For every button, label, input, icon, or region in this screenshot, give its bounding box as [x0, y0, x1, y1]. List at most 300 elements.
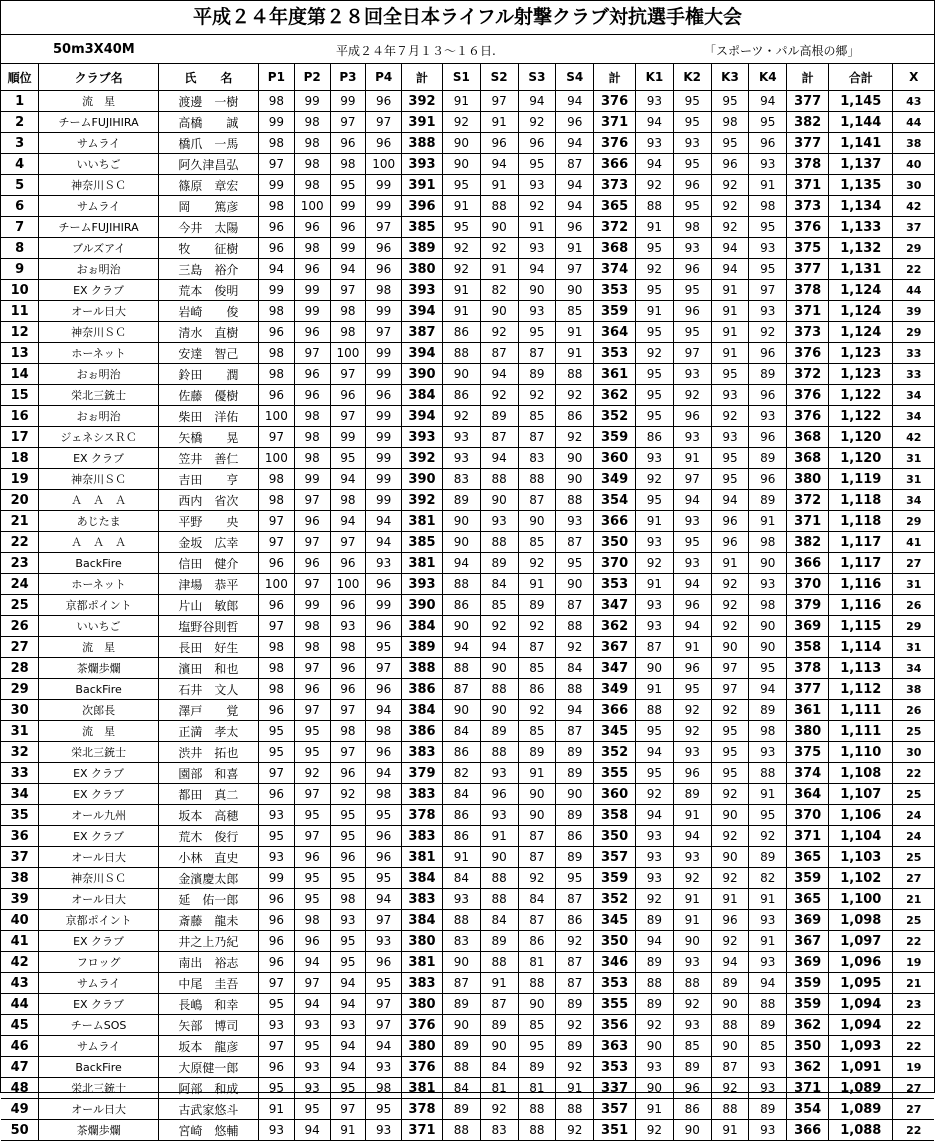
cell-name: 岡 篤彦 — [158, 196, 258, 217]
cell-s2: 89 — [480, 931, 518, 952]
header-k2: K2 — [673, 64, 711, 91]
cell-p2: 99 — [294, 469, 330, 490]
cell-p1: 97 — [259, 427, 295, 448]
cell-p-total: 388 — [402, 133, 443, 154]
cell-rank: 32 — [1, 742, 39, 763]
cell-k2: 94 — [673, 616, 711, 637]
cell-s1: 86 — [442, 595, 480, 616]
cell-name: 渋井 拓也 — [158, 742, 258, 763]
table-row — [1, 511, 934, 532]
cell-p4: 96 — [366, 574, 402, 595]
cell-k3: 94 — [711, 238, 749, 259]
cell-club: EX クラブ — [39, 448, 159, 469]
cell-k2: 94 — [673, 574, 711, 595]
cell-s1: 84 — [442, 721, 480, 742]
cell-s1: 89 — [442, 994, 480, 1015]
cell-p3: 100 — [330, 343, 366, 364]
cell-s4: 95 — [556, 868, 594, 889]
cell-s4: 88 — [556, 490, 594, 511]
cell-club: オール日大 — [39, 847, 159, 868]
cell-x-count: 29 — [893, 511, 934, 532]
table-row — [1, 826, 934, 847]
cell-p1: 98 — [259, 658, 295, 679]
cell-s2: 88 — [480, 679, 518, 700]
cell-s2: 90 — [480, 847, 518, 868]
cell-k1: 91 — [636, 511, 674, 532]
cell-x-count: 39 — [893, 301, 934, 322]
cell-name: 岩崎 俊 — [158, 301, 258, 322]
cell-p2: 95 — [294, 1036, 330, 1057]
cell-p-total: 389 — [402, 238, 443, 259]
cell-p3: 96 — [330, 847, 366, 868]
cell-s4: 94 — [556, 91, 594, 112]
cell-k4: 92 — [749, 826, 787, 847]
cell-rank: 12 — [1, 322, 39, 343]
cell-p1: 96 — [259, 553, 295, 574]
cell-p1: 96 — [259, 889, 295, 910]
cell-p1: 93 — [259, 805, 295, 826]
cell-k2: 88 — [673, 973, 711, 994]
cell-club: Ａ Ａ Ａ — [39, 490, 159, 511]
cell-p1: 100 — [259, 574, 295, 595]
cell-s2: 84 — [480, 574, 518, 595]
cell-p3: 96 — [330, 385, 366, 406]
cell-grand-total: 1,122 — [829, 406, 893, 427]
cell-p1: 95 — [259, 826, 295, 847]
cell-s3: 87 — [518, 427, 556, 448]
cell-s4: 87 — [556, 154, 594, 175]
cell-p3: 95 — [330, 1078, 366, 1099]
cell-p4: 99 — [366, 364, 402, 385]
cell-club: いいちご — [39, 154, 159, 175]
cell-s2: 96 — [480, 133, 518, 154]
cell-grand-total: 1,131 — [829, 259, 893, 280]
cell-s3: 90 — [518, 280, 556, 301]
cell-k-total: 354 — [787, 1099, 829, 1120]
cell-p2: 98 — [294, 133, 330, 154]
cell-k3: 92 — [711, 616, 749, 637]
cell-p4: 95 — [366, 637, 402, 658]
cell-grand-total: 1,134 — [829, 196, 893, 217]
cell-s3: 92 — [518, 616, 556, 637]
cell-p-total: 393 — [402, 280, 443, 301]
cell-s-total: 368 — [594, 238, 636, 259]
cell-s1: 90 — [442, 511, 480, 532]
cell-p3: 93 — [330, 910, 366, 931]
cell-k3: 95 — [711, 91, 749, 112]
cell-p4: 96 — [366, 616, 402, 637]
cell-x-count: 44 — [893, 112, 934, 133]
cell-k2: 96 — [673, 658, 711, 679]
cell-k3: 95 — [711, 133, 749, 154]
cell-k3: 90 — [711, 637, 749, 658]
cell-p1: 99 — [259, 175, 295, 196]
cell-x-count: 22 — [893, 1015, 934, 1036]
cell-rank: 18 — [1, 448, 39, 469]
cell-s2: 92 — [480, 616, 518, 637]
cell-k1: 91 — [636, 301, 674, 322]
cell-grand-total: 1,114 — [829, 637, 893, 658]
table-row — [1, 112, 934, 133]
cell-s1: 91 — [442, 280, 480, 301]
cell-p-total: 390 — [402, 595, 443, 616]
cell-k-total: 358 — [787, 637, 829, 658]
cell-k1: 94 — [636, 931, 674, 952]
cell-s4: 94 — [556, 175, 594, 196]
header-s-total: 計 — [594, 64, 636, 91]
cell-club: 京都ポイント — [39, 910, 159, 931]
cell-k3: 92 — [711, 196, 749, 217]
cell-k-total: 364 — [787, 784, 829, 805]
cell-p2: 97 — [294, 574, 330, 595]
cell-s-total: 374 — [594, 259, 636, 280]
cell-k4: 91 — [749, 784, 787, 805]
cell-p1: 98 — [259, 133, 295, 154]
cell-s-total: 353 — [594, 343, 636, 364]
cell-p1: 96 — [259, 784, 295, 805]
cell-p2: 98 — [294, 238, 330, 259]
cell-rank: 37 — [1, 847, 39, 868]
cell-p-total: 386 — [402, 679, 443, 700]
cell-k4: 89 — [749, 1099, 787, 1120]
cell-s-total: 357 — [594, 847, 636, 868]
cell-s1: 88 — [442, 1120, 480, 1141]
cell-s-total: 351 — [594, 1120, 636, 1141]
cell-p-total: 381 — [402, 553, 443, 574]
cell-club: おぉ明治 — [39, 406, 159, 427]
cell-rank: 49 — [1, 1099, 39, 1120]
cell-x-count: 27 — [893, 1099, 934, 1120]
cell-k1: 95 — [636, 763, 674, 784]
cell-s3: 83 — [518, 448, 556, 469]
cell-k1: 92 — [636, 1015, 674, 1036]
cell-grand-total: 1,100 — [829, 889, 893, 910]
cell-p-total: 378 — [402, 1099, 443, 1120]
table-row — [1, 133, 934, 154]
cell-s1: 91 — [442, 196, 480, 217]
cell-k4: 93 — [749, 406, 787, 427]
cell-p1: 99 — [259, 868, 295, 889]
cell-s1: 86 — [442, 805, 480, 826]
cell-k3: 95 — [711, 448, 749, 469]
cell-k4: 93 — [749, 1057, 787, 1078]
cell-k2: 95 — [673, 322, 711, 343]
cell-s2: 89 — [480, 406, 518, 427]
cell-name: 長嶋 和幸 — [158, 994, 258, 1015]
cell-s2: 94 — [480, 154, 518, 175]
cell-k4: 95 — [749, 217, 787, 238]
cell-s-total: 346 — [594, 952, 636, 973]
cell-s1: 90 — [442, 1015, 480, 1036]
cell-club: サムライ — [39, 196, 159, 217]
cell-k-total: 382 — [787, 532, 829, 553]
cell-x-count: 38 — [893, 133, 934, 154]
cell-grand-total: 1,120 — [829, 427, 893, 448]
cell-club: おぉ明治 — [39, 364, 159, 385]
cell-p1: 99 — [259, 112, 295, 133]
cell-s-total: 345 — [594, 721, 636, 742]
cell-k2: 95 — [673, 91, 711, 112]
cell-k1: 93 — [636, 91, 674, 112]
cell-k3: 96 — [711, 910, 749, 931]
cell-grand-total: 1,110 — [829, 742, 893, 763]
cell-k3: 92 — [711, 1078, 749, 1099]
cell-x-count: 25 — [893, 847, 934, 868]
cell-s4: 94 — [556, 133, 594, 154]
cell-s3: 81 — [518, 952, 556, 973]
cell-p2: 96 — [294, 847, 330, 868]
cell-k-total: 371 — [787, 826, 829, 847]
cell-x-count: 22 — [893, 259, 934, 280]
cell-s3: 85 — [518, 532, 556, 553]
cell-p3: 100 — [330, 574, 366, 595]
cell-k2: 96 — [673, 175, 711, 196]
cell-k2: 95 — [673, 679, 711, 700]
header-s4: S4 — [556, 64, 594, 91]
cell-k1: 92 — [636, 1120, 674, 1141]
cell-p-total: 383 — [402, 889, 443, 910]
cell-p4: 99 — [366, 343, 402, 364]
cell-k2: 96 — [673, 763, 711, 784]
cell-rank: 34 — [1, 784, 39, 805]
cell-grand-total: 1,132 — [829, 238, 893, 259]
cell-club: オール九州 — [39, 805, 159, 826]
cell-s3: 93 — [518, 301, 556, 322]
cell-k-total: 359 — [787, 994, 829, 1015]
cell-s-total: 354 — [594, 490, 636, 511]
cell-x-count: 26 — [893, 700, 934, 721]
cell-k2: 91 — [673, 805, 711, 826]
cell-p3: 96 — [330, 658, 366, 679]
cell-p-total: 376 — [402, 1015, 443, 1036]
cell-s3: 90 — [518, 784, 556, 805]
cell-k3: 92 — [711, 175, 749, 196]
cell-s4: 93 — [556, 511, 594, 532]
cell-s4: 88 — [556, 616, 594, 637]
cell-p3: 96 — [330, 679, 366, 700]
results-table — [1, 63, 934, 1141]
cell-p3: 94 — [330, 1036, 366, 1057]
cell-s1: 90 — [442, 133, 480, 154]
cell-s3: 86 — [518, 931, 556, 952]
cell-p-total: 384 — [402, 700, 443, 721]
cell-k-total: 359 — [787, 973, 829, 994]
cell-k2: 93 — [673, 238, 711, 259]
cell-grand-total: 1,112 — [829, 679, 893, 700]
cell-rank: 40 — [1, 910, 39, 931]
cell-s4: 90 — [556, 280, 594, 301]
table-body — [1, 91, 934, 1141]
header-p3: P3 — [330, 64, 366, 91]
cell-p3: 97 — [330, 112, 366, 133]
cell-p1: 96 — [259, 931, 295, 952]
table-row — [1, 322, 934, 343]
cell-p1: 98 — [259, 637, 295, 658]
cell-s-total: 353 — [594, 973, 636, 994]
cell-k-total: 373 — [787, 322, 829, 343]
cell-p3: 99 — [330, 427, 366, 448]
cell-rank: 9 — [1, 259, 39, 280]
cell-s2: 90 — [480, 217, 518, 238]
cell-p-total: 393 — [402, 574, 443, 595]
cell-k3: 95 — [711, 364, 749, 385]
cell-s3: 88 — [518, 1120, 556, 1141]
cell-club: オール日大 — [39, 889, 159, 910]
cell-s2: 89 — [480, 1015, 518, 1036]
cell-s2: 96 — [480, 784, 518, 805]
cell-name: 鈴田 潤 — [158, 364, 258, 385]
cell-grand-total: 1,124 — [829, 322, 893, 343]
cell-p1: 97 — [259, 973, 295, 994]
cell-p-total: 388 — [402, 658, 443, 679]
cell-k-total: 377 — [787, 133, 829, 154]
cell-k2: 90 — [673, 1120, 711, 1141]
cell-club: 流 星 — [39, 721, 159, 742]
cell-name: 澤戸 覚 — [158, 700, 258, 721]
cell-rank: 4 — [1, 154, 39, 175]
cell-x-count: 29 — [893, 322, 934, 343]
table-row — [1, 910, 934, 931]
cell-x-count: 22 — [893, 1036, 934, 1057]
cell-p1: 98 — [259, 364, 295, 385]
cell-club: EX クラブ — [39, 763, 159, 784]
cell-x-count: 31 — [893, 637, 934, 658]
cell-x-count: 31 — [893, 448, 934, 469]
cell-s-total: 359 — [594, 868, 636, 889]
cell-s4: 90 — [556, 574, 594, 595]
cell-name: 斎藤 龍未 — [158, 910, 258, 931]
cell-s2: 88 — [480, 469, 518, 490]
cell-k-total: 376 — [787, 217, 829, 238]
cell-k2: 85 — [673, 1036, 711, 1057]
cell-k2: 94 — [673, 490, 711, 511]
cell-x-count: 25 — [893, 721, 934, 742]
cell-k4: 93 — [749, 742, 787, 763]
cell-s1: 89 — [442, 490, 480, 511]
cell-p-total: 392 — [402, 490, 443, 511]
cell-s2: 92 — [480, 1099, 518, 1120]
cell-p4: 95 — [366, 805, 402, 826]
cell-s3: 87 — [518, 847, 556, 868]
cell-k-total: 378 — [787, 658, 829, 679]
cell-p4: 100 — [366, 154, 402, 175]
cell-grand-total: 1,122 — [829, 385, 893, 406]
cell-s4: 91 — [556, 343, 594, 364]
cell-k3: 92 — [711, 868, 749, 889]
cell-s4: 85 — [556, 301, 594, 322]
cell-club: サムライ — [39, 133, 159, 154]
cell-s1: 87 — [442, 679, 480, 700]
cell-s1: 92 — [442, 406, 480, 427]
cell-k4: 96 — [749, 427, 787, 448]
cell-p3: 97 — [330, 532, 366, 553]
cell-grand-total: 1,093 — [829, 1036, 893, 1057]
cell-k-total: 366 — [787, 1120, 829, 1141]
cell-k3: 92 — [711, 784, 749, 805]
cell-k2: 92 — [673, 385, 711, 406]
cell-s3: 90 — [518, 511, 556, 532]
cell-grand-total: 1,117 — [829, 553, 893, 574]
cell-club: サムライ — [39, 1036, 159, 1057]
header-k1: K1 — [636, 64, 674, 91]
cell-k3: 91 — [711, 301, 749, 322]
cell-k-total: 371 — [787, 301, 829, 322]
cell-p-total: 380 — [402, 931, 443, 952]
cell-p1: 96 — [259, 952, 295, 973]
cell-grand-total: 1,097 — [829, 931, 893, 952]
cell-club: EX クラブ — [39, 994, 159, 1015]
cell-rank: 14 — [1, 364, 39, 385]
cell-k2: 93 — [673, 553, 711, 574]
cell-k4: 93 — [749, 238, 787, 259]
cell-p2: 98 — [294, 910, 330, 931]
cell-p2: 96 — [294, 553, 330, 574]
cell-s4: 91 — [556, 322, 594, 343]
cell-x-count: 23 — [893, 994, 934, 1015]
cell-club: あじたま — [39, 511, 159, 532]
cell-k-total: 371 — [787, 1078, 829, 1099]
cell-k3: 94 — [711, 259, 749, 280]
cell-k1: 88 — [636, 700, 674, 721]
cell-club: 神奈川ＳＣ — [39, 469, 159, 490]
cell-s-total: 353 — [594, 574, 636, 595]
cell-p2: 95 — [294, 889, 330, 910]
cell-s-total: 365 — [594, 196, 636, 217]
cell-s4: 91 — [556, 238, 594, 259]
cell-s2: 82 — [480, 280, 518, 301]
table-row — [1, 427, 934, 448]
cell-rank: 45 — [1, 1015, 39, 1036]
cell-s4: 87 — [556, 595, 594, 616]
cell-s2: 93 — [480, 763, 518, 784]
cell-s4: 89 — [556, 994, 594, 1015]
cell-club: ホーネット — [39, 343, 159, 364]
cell-k4: 89 — [749, 700, 787, 721]
cell-k3: 90 — [711, 847, 749, 868]
cell-club: Ａ Ａ Ａ — [39, 532, 159, 553]
cell-name: 阿久津昌弘 — [158, 154, 258, 175]
cell-x-count: 29 — [893, 238, 934, 259]
cell-k4: 93 — [749, 910, 787, 931]
cell-rank: 24 — [1, 574, 39, 595]
cell-p4: 93 — [366, 553, 402, 574]
cell-rank: 42 — [1, 952, 39, 973]
cell-x-count: 27 — [893, 1078, 934, 1099]
cell-s2: 85 — [480, 595, 518, 616]
cell-p3: 95 — [330, 952, 366, 973]
cell-k-total: 371 — [787, 175, 829, 196]
cell-s2: 90 — [480, 700, 518, 721]
cell-k-total: 376 — [787, 385, 829, 406]
cell-s2: 83 — [480, 1120, 518, 1141]
cell-p2: 98 — [294, 406, 330, 427]
cell-s3: 95 — [518, 1036, 556, 1057]
cell-club: EX クラブ — [39, 784, 159, 805]
cell-s2: 92 — [480, 322, 518, 343]
cell-k-total: 377 — [787, 679, 829, 700]
cell-k2: 93 — [673, 1015, 711, 1036]
cell-s3: 91 — [518, 217, 556, 238]
cell-grand-total: 1,103 — [829, 847, 893, 868]
cell-k3: 92 — [711, 700, 749, 721]
cell-p4: 94 — [366, 889, 402, 910]
cell-k1: 93 — [636, 616, 674, 637]
cell-name: 信田 健介 — [158, 553, 258, 574]
cell-rank: 1 — [1, 91, 39, 112]
cell-k1: 92 — [636, 469, 674, 490]
cell-k4: 94 — [749, 973, 787, 994]
cell-p1: 96 — [259, 385, 295, 406]
